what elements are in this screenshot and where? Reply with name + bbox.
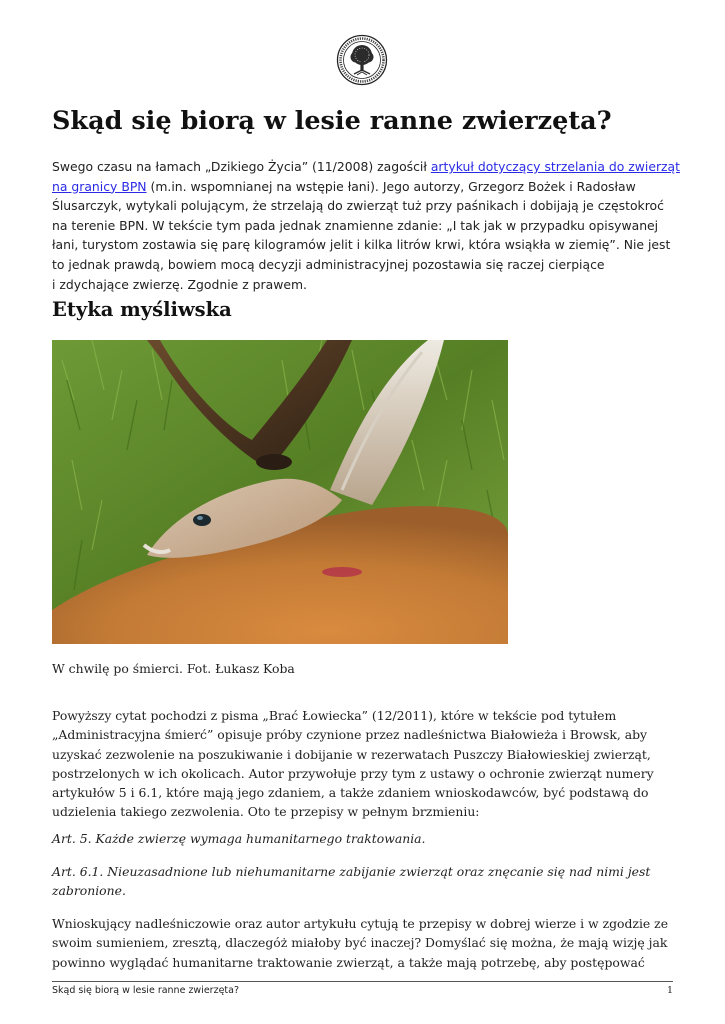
- paragraph-line: „Administracyjna śmierć” opisuje próby czynione przez nadleśnictwa Białowieża i Browsk, aby: [52, 727, 648, 743]
- section-heading: Etyka myśliwska: [52, 298, 232, 321]
- intro-line: łani, turystom zostawia się parę kilogramów jelit i kilka litrów krwi, która wsiąkła w ziemię”. Nie jest: [52, 237, 671, 253]
- article-photo: [52, 340, 508, 644]
- paragraph-line: udzielenia takiego zezwolenia. Oto te przepisy w pełnym brzmieniu:: [52, 804, 480, 820]
- logo-emblem: [336, 34, 388, 86]
- paragraph-line: postrzelonych w ich okolicach. Autor przywołuje przy tym z ustawy o ochronie zwierząt numery: [52, 765, 654, 781]
- intro-line: Ślusarczyk, wytykali polującym, że strzelają do zwierząt tuż przy paśnikach i dobijają je częstokroć: [52, 198, 664, 214]
- paragraph-line: artykułów 5 i 6.1, które mają jego zdaniem, a także zdaniem wnioskodawców, być podstawą do: [52, 785, 649, 801]
- intro-line-2: [52, 177, 677, 197]
- law-quote-art-5: [52, 829, 426, 848]
- intro-text-before-link: Swego czasu na łamach „Dzikiego Życia” (11/2008) zagościł: [52, 159, 431, 174]
- paragraph-line: swoim sumieniem, zresztą, dlaczegóż miałoby być inaczej? Domyślać się można, że mają wizję jak: [52, 935, 668, 951]
- intro-line-1: [52, 157, 680, 177]
- body-paragraph: [52, 914, 668, 972]
- body-paragraph: [52, 706, 682, 822]
- page-number: 1: [666, 985, 673, 996]
- law-quote-art-6-1: [52, 862, 650, 901]
- paragraph-line: Powyższy cytat pochodzi z pisma „Brać Łowiecka” (12/2011), które w tekście pod tytułem: [52, 708, 617, 723]
- paragraph-line: Wnioskujący nadleśniczowie oraz autor artykułu cytują te przepisy w dobrej wierze i w zgodzie ze: [52, 916, 669, 931]
- quote-line: Art. 6.1. Nieuzasadnione lub niehumanitarne zabijanie zwierząt oraz znęcanie się nad nimi jest: [52, 864, 651, 879]
- footer-divider: [52, 981, 673, 982]
- article-title: Skąd się biorą w lesie ranne zwierzęta?: [52, 106, 612, 136]
- footer-title: Skąd się biorą w lesie ranne zwierzęta?: [52, 985, 240, 996]
- paragraph-line: powinno wyglądać humanitarne traktowanie zwierząt, a także mają potrzebę, aby postępować: [52, 954, 645, 970]
- article-link[interactable]: artykuł dotyczący strzelania do zwierząt: [430, 159, 680, 174]
- quote-line: Art. 5. Każde zwierzę wymaga humanitarnego traktowania.: [52, 831, 426, 846]
- intro-line: i zdychające zwierzę. Zgodnie z prawem.: [52, 276, 307, 292]
- intro-paragraph: [52, 157, 680, 294]
- quote-line: zabronione.: [52, 883, 126, 899]
- deer-photo-image: [52, 340, 508, 644]
- intro-line: to jednak prawdą, bowiem mocą decyzji administracyjnej pozostawia się raczej cierpiące: [52, 256, 605, 272]
- paragraph-line: uzyskać zezwolenie na poszukiwanie i dobijanie w rezerwatach Puszczy Białowieskiej zwierząt,: [52, 746, 651, 762]
- article-link-continued[interactable]: na granicy BPN: [52, 178, 147, 194]
- photo-caption: W chwilę po śmierci. Fot. Łukasz Koba: [52, 661, 295, 676]
- intro-text-after-link: (m.in. wspomnianej na wstępie łani). Jego autorzy, Grzegorz Bożek i Radosław: [146, 178, 636, 194]
- tree-icon: [336, 34, 388, 86]
- intro-line: na terenie BPN. W tekście tym pada jednak znamienne zdanie: „I tak jak w przypadku opisywanej: [52, 217, 659, 233]
